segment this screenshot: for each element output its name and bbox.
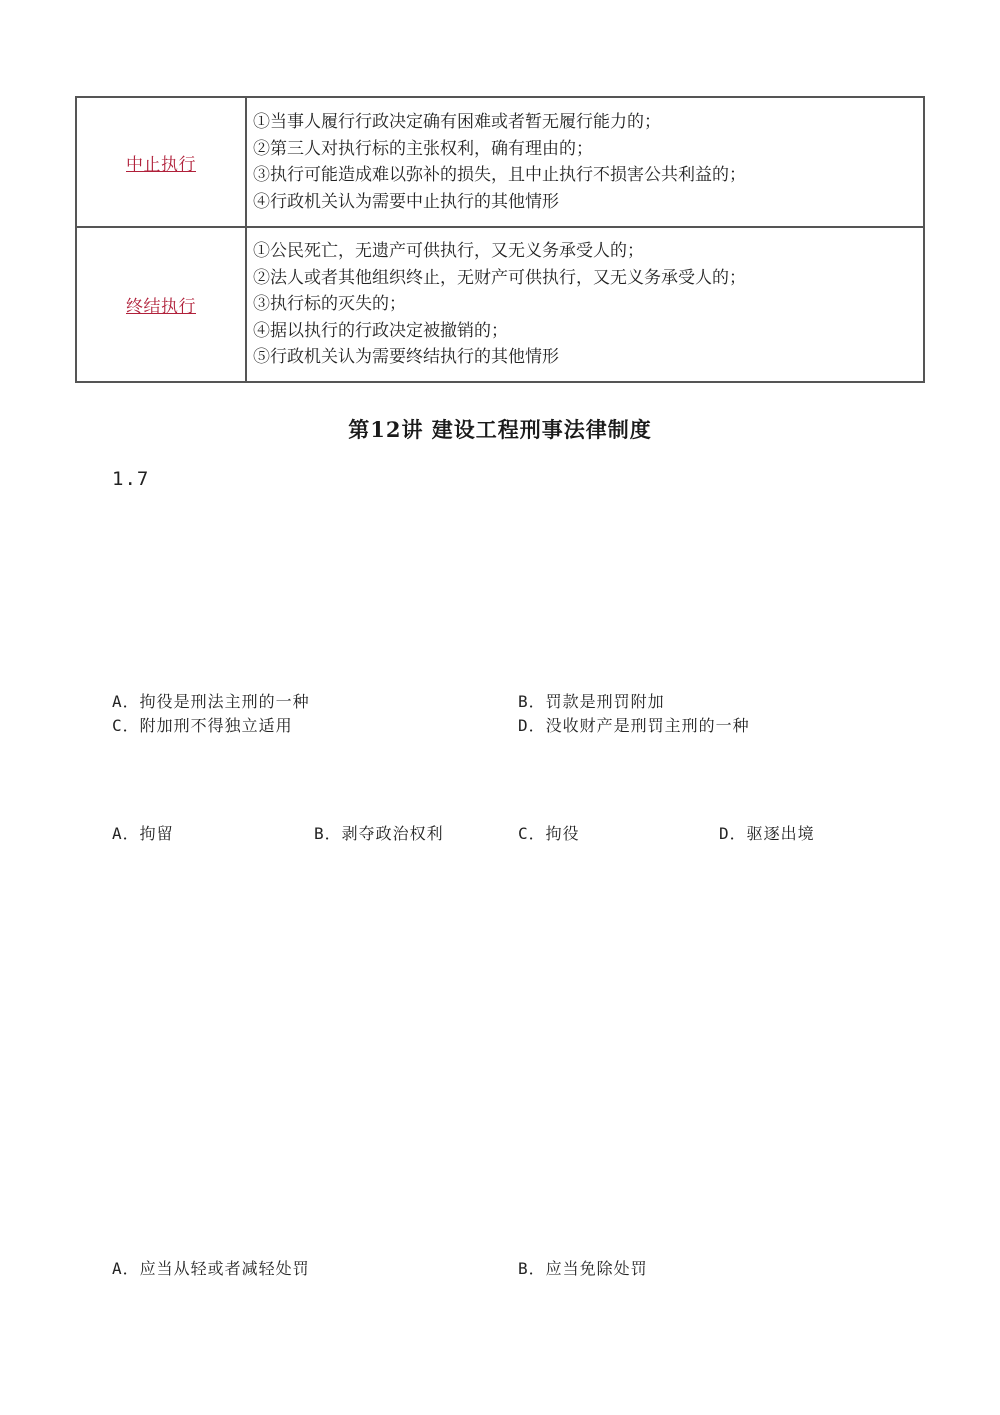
suspend-execution-link[interactable]: 中止执行 xyxy=(126,154,196,175)
list-item: ①当事人履行行政决定确有困难或者暂无履行能力的； xyxy=(253,112,661,132)
list-item: ①公民死亡，无遗产可供执行，又无义务承受人的； xyxy=(253,241,644,262)
q3-option-b: B．应当免除处罚 xyxy=(518,1259,648,1278)
table-row xyxy=(76,97,924,227)
row-label-cell xyxy=(76,97,246,227)
list-item: ②第三人对执行标的主张权利，确有理由的； xyxy=(253,138,593,159)
row-items-cell xyxy=(246,97,924,227)
execution-table xyxy=(75,96,925,383)
section-number: 1.7 xyxy=(112,468,150,490)
section-title: 第12讲 建设工程刑事法律制度 xyxy=(348,417,652,442)
q2-option-d: D．驱逐出境 xyxy=(719,824,815,843)
list-item: ④行政机关认为需要中止执行的其他情形 xyxy=(253,191,559,212)
list-item: ②法人或者其他组织终止，无财产可供执行，又无义务承受人的； xyxy=(253,267,746,288)
row-label-cell xyxy=(76,227,246,382)
list-item: ④据以执行的行政决定被撤销的； xyxy=(253,320,508,341)
q1-option-d: D．没收财产是刑罚主刑的一种 xyxy=(518,716,750,735)
q2-option-c: C．拘役 xyxy=(518,824,580,843)
list-item: ③执行可能造成难以弥补的损失，且中止执行不损害公共利益的； xyxy=(253,165,746,185)
q3-option-a: A．应当从轻或者减轻处罚 xyxy=(112,1259,310,1278)
q2-option-b: B．剥夺政治权利 xyxy=(314,824,444,843)
q1-option-c: C．附加刑不得独立适用 xyxy=(112,716,293,735)
q1-option-a: A．拘役是刑法主刑的一种 xyxy=(112,692,310,711)
row-items-cell xyxy=(246,227,924,382)
q2-option-a: A．拘留 xyxy=(112,824,174,843)
table-row xyxy=(76,227,924,382)
terminate-execution-link[interactable]: 终结执行 xyxy=(126,297,196,317)
q1-option-b: B．罚款是刑罚附加 xyxy=(518,692,665,711)
list-item: ⑤行政机关认为需要终结执行的其他情形 xyxy=(253,347,559,368)
list-item: ③执行标的灭失的； xyxy=(253,294,406,315)
